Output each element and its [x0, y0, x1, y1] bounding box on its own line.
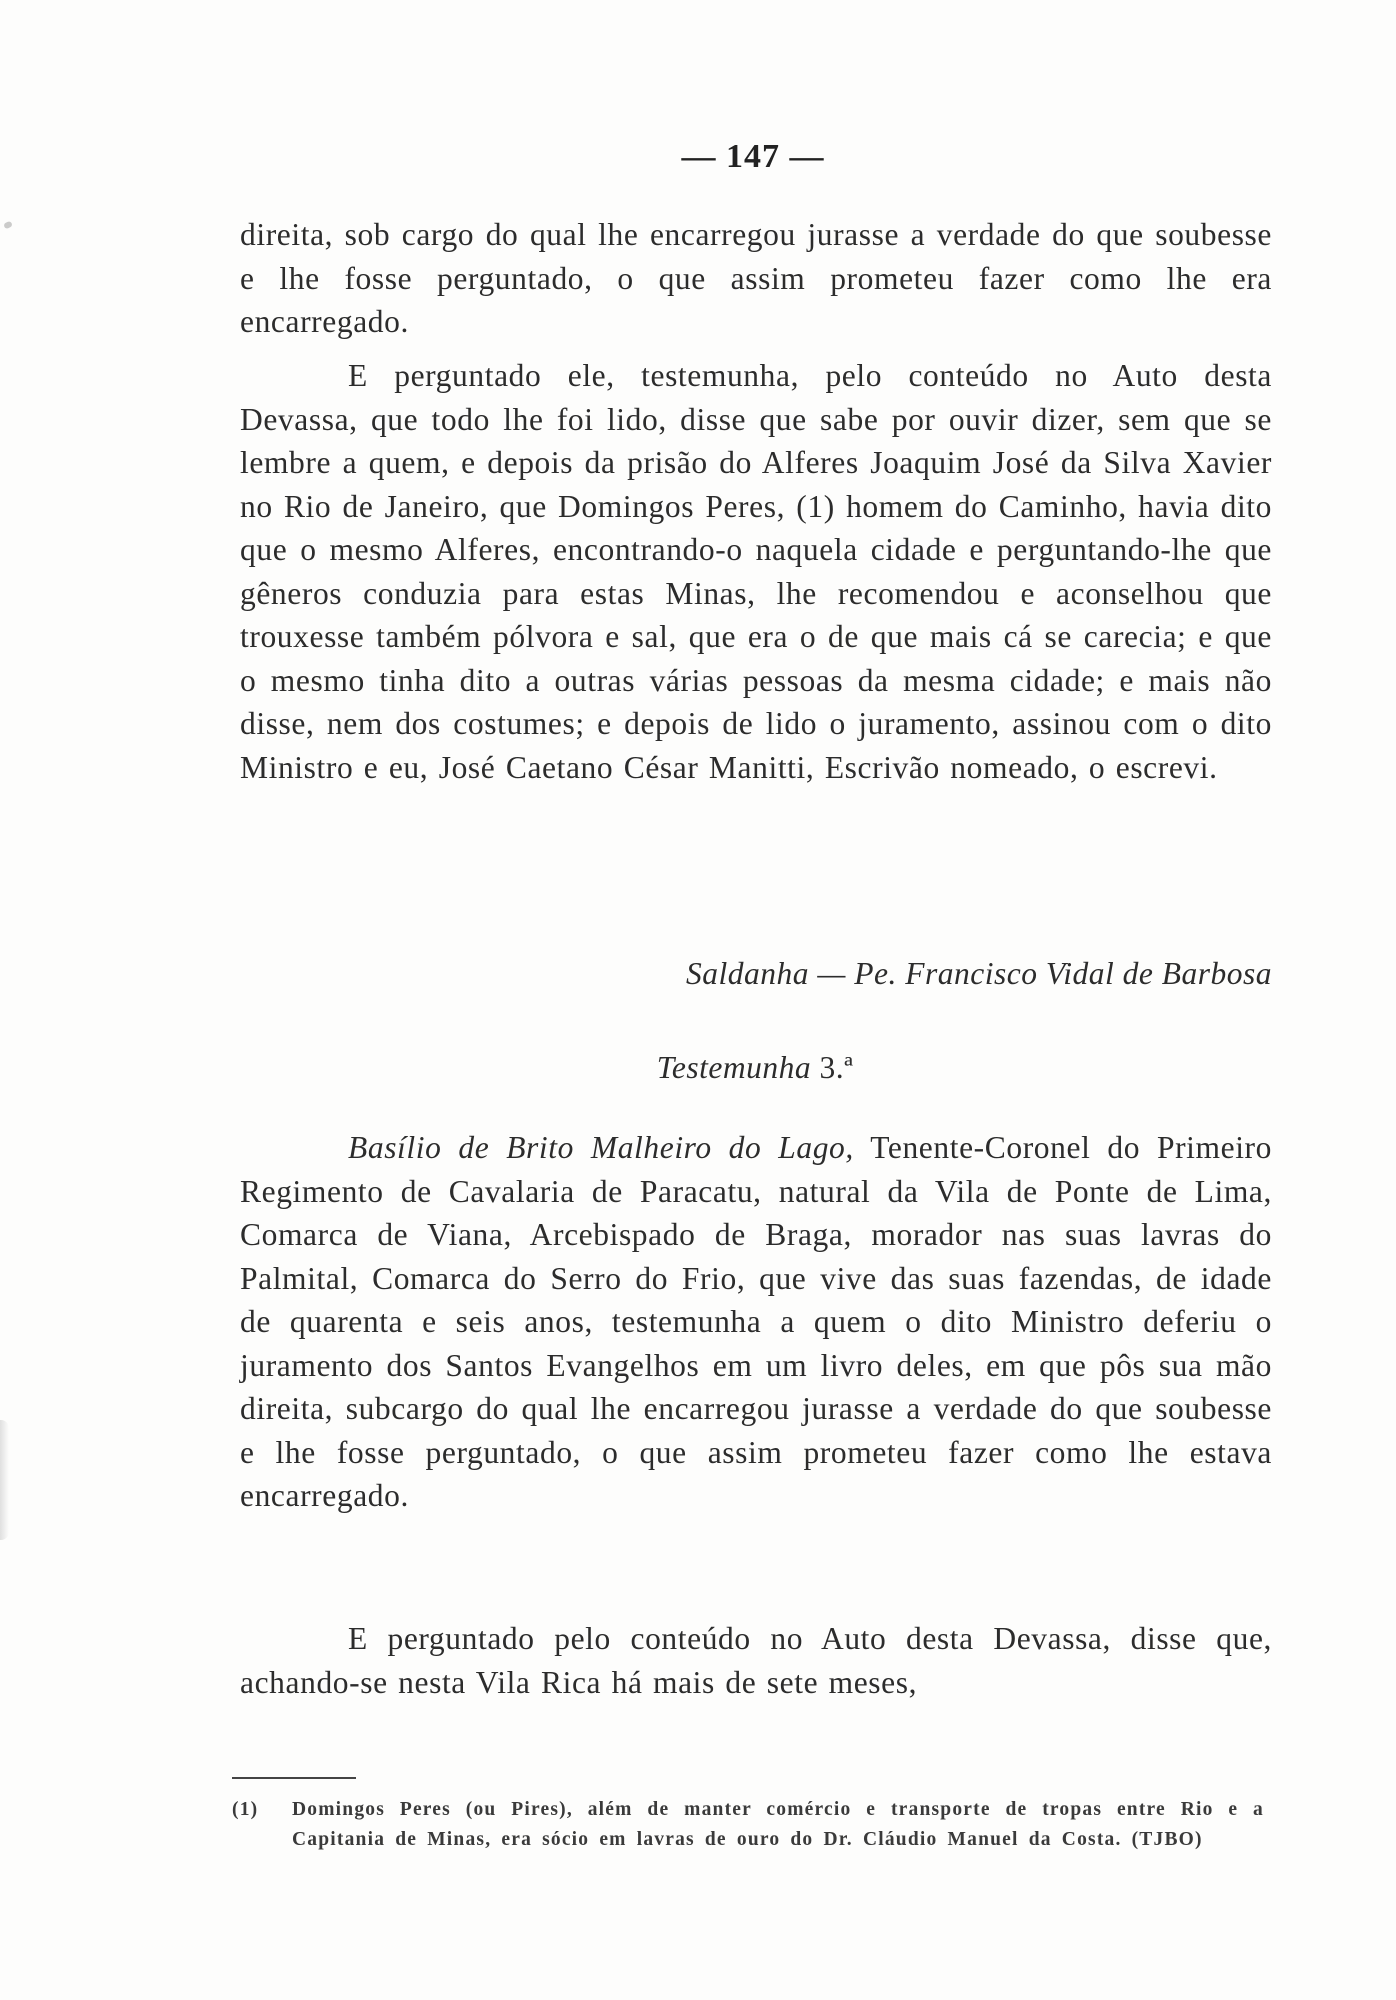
footnote-marker: (1) — [232, 1799, 259, 1820]
footnote — [232, 1795, 1264, 1855]
footnote-text: Domingos Peres (ou Pires), além de manter comércio e transporte de tropas entre Rio e a Capitania de Minas, era sócio em lavras de ouro do Dr. Cláudio Manuel da Costa. (TJBO) — [292, 1799, 1264, 1850]
paragraph-text: E perguntado pelo conteúdo no Auto desta Devassa, disse que, achando-se nesta Vila Rica há mais de sete meses, — [240, 1621, 1272, 1700]
paragraph-text: E perguntado ele, testemunha, pelo conteúdo no Auto desta Devassa, que todo lhe foi lido, disse que sabe por ouvir dizer, sem que se lembre a quem, e depois da prisão do Alferes Joaquim José da Silva Xavier no Rio de Janeiro, que Domingos Peres, (1) homem do Caminho, havia dito que o mesmo Alferes, encontrando-o naquela cidade e perguntando-lhe que gêneros conduzia para estas Minas, lhe recomendou e aconselhou que trouxesse também pólvora e sal, que era o de que mais cá se carecia; e que o mesmo tinha dito a outras várias pessoas da mesma cidade; e mais não disse, nem dos costumes; e depois de lido o juramento, assinou com o dito Ministro e eu, José Caetano César Manitti, Escrivão nomeado, o escrevi. — [240, 358, 1272, 785]
witness-description: Tenente-Coronel do Primeiro Regimento de Cavalaria de Paracatu, natural da Vila de Ponte de Lima, Comarca de Viana, Arcebispado de Braga, morador nas suas lavras do Palmital, Comarca do Serro do Frio, que vive das suas fazendas, de idade de quarenta e seis anos, testemunha a quem o dito Ministro deferiu o juramento dos Santos Evangelhos em um livro deles, em que pôs sua mão direita, subcargo do qual lhe encarregou jurasse a verdade do que soubesse e lhe fosse perguntado, o que assim prometeu fazer como lhe estava encarregado. — [240, 1130, 1272, 1513]
scan-artifact-mark — [3, 221, 13, 230]
witness-name: Basílio de Brito Malheiro do Lago, — [348, 1130, 854, 1165]
witness-heading-label: Testemunha — [656, 1050, 812, 1085]
footnote-divider — [232, 1777, 356, 1779]
signature-line: Saldanha — Pe. Francisco Vidal de Barbosa — [686, 956, 1272, 991]
witness-heading — [0, 1046, 1396, 1090]
paragraph-witness-intro — [240, 1126, 1272, 1518]
paragraph-text — [240, 1126, 1272, 1518]
page-number: — 147 — — [681, 138, 825, 175]
scan-artifact-edge-shadow — [0, 1420, 9, 1540]
paragraph-oath-continuation — [240, 213, 1272, 344]
paragraph-text: direita, sob cargo do qual lhe encarregou jurasse a verdade do que soubesse e lhe fosse perguntado, o que assim prometeu fazer como lhe era encarregado. — [240, 217, 1272, 339]
paragraph-testimony — [240, 354, 1272, 789]
paragraph-second-testimony — [240, 1617, 1272, 1704]
witness-ordinal: 3.ª — [819, 1050, 854, 1085]
